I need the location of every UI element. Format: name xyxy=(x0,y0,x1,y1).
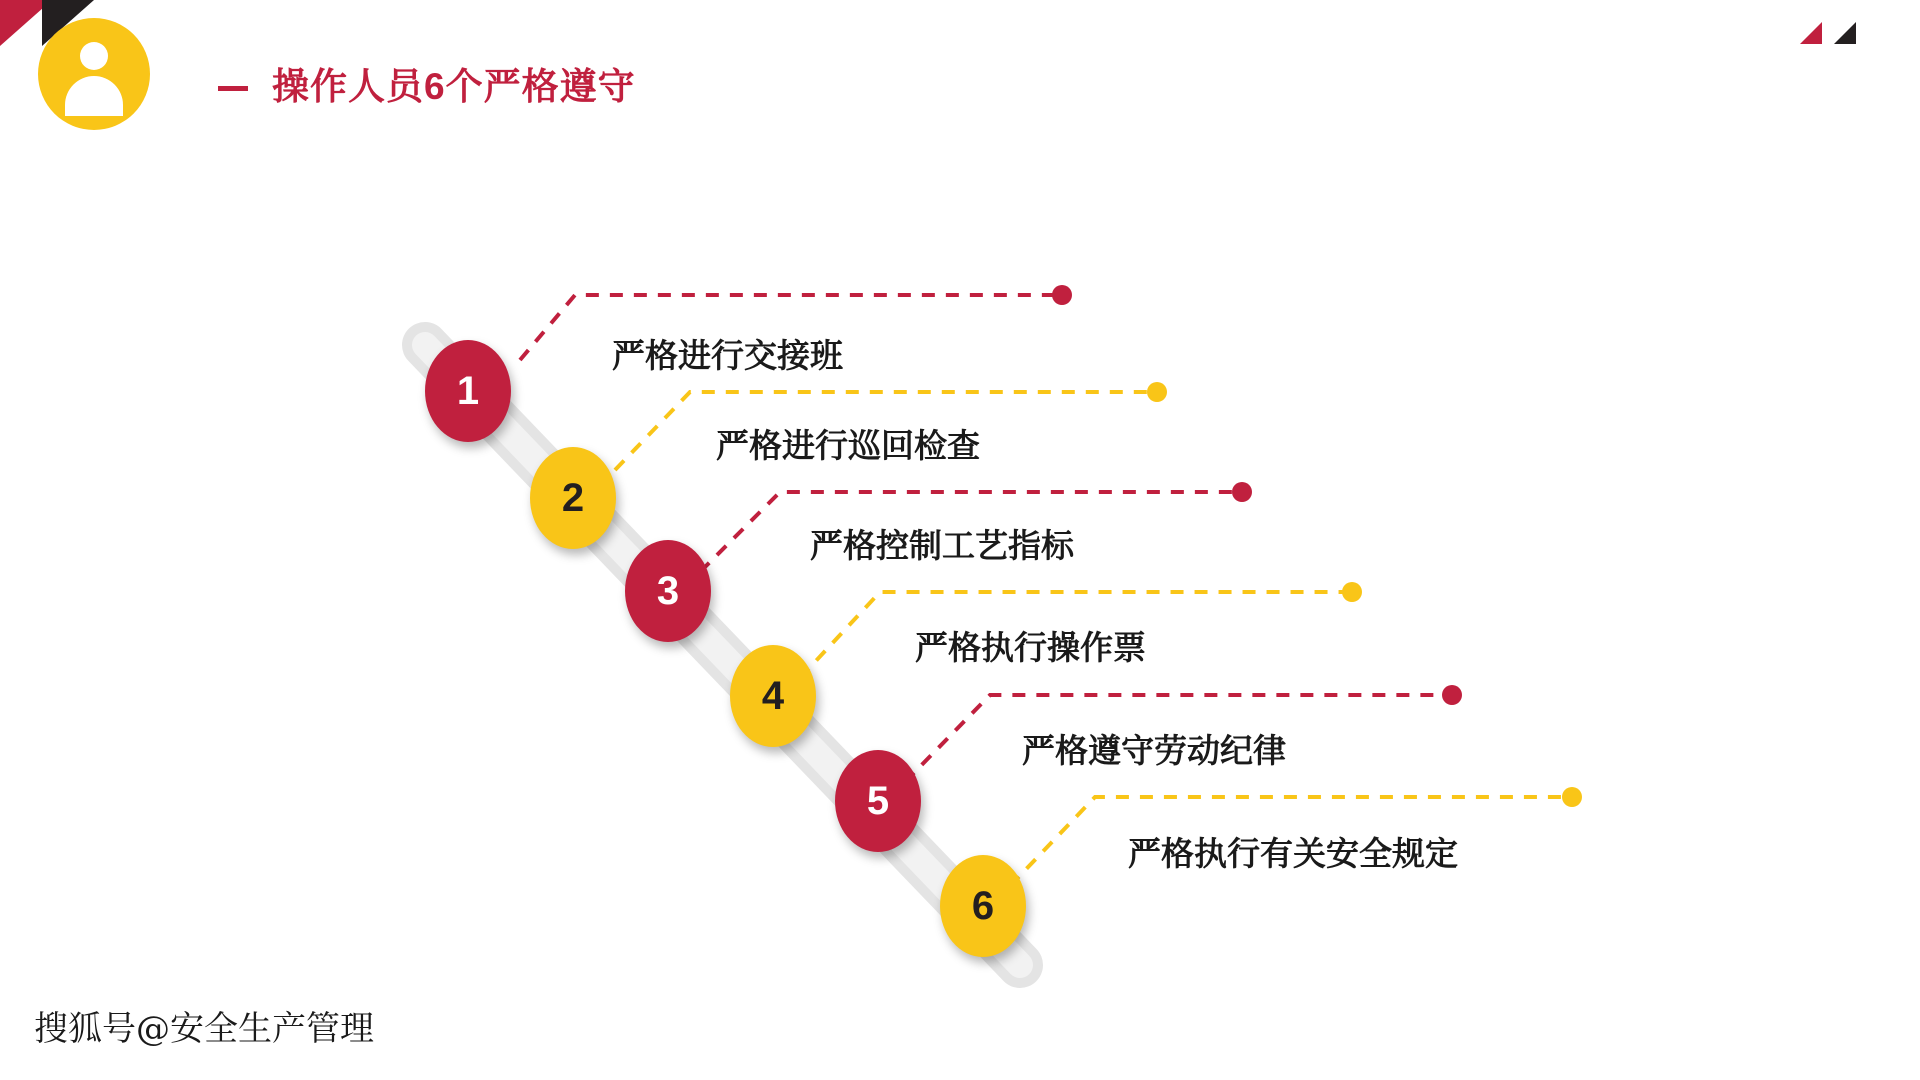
step-number-1: 1 xyxy=(456,368,480,413)
step-node-3[interactable] xyxy=(625,540,711,642)
step-node-2[interactable] xyxy=(530,447,616,549)
step-number-2: 2 xyxy=(561,475,585,520)
page-title: 操作人员6个严格遵守 xyxy=(272,66,636,107)
step-node-1[interactable] xyxy=(425,340,511,442)
step-number-5: 5 xyxy=(866,778,890,823)
step-node-5[interactable] xyxy=(835,750,921,852)
step-number-3: 3 xyxy=(656,568,680,613)
step-node-6[interactable] xyxy=(940,855,1026,957)
step-label-3: 严格控制工艺指标 xyxy=(810,527,1074,564)
step-label-4: 严格执行操作票 xyxy=(915,629,1146,666)
step-label-1: 严格进行交接班 xyxy=(612,337,843,374)
step-number-6: 6 xyxy=(971,883,995,928)
step-label-6: 严格执行有关安全规定 xyxy=(1128,835,1458,872)
step-node-4[interactable] xyxy=(730,645,816,747)
step-label-2: 严格进行巡回检查 xyxy=(716,427,980,464)
step-number-4: 4 xyxy=(761,673,785,718)
step-label-5: 严格遵守劳动纪律 xyxy=(1022,732,1286,769)
watermark: 搜狐号@安全生产管理 xyxy=(34,1009,374,1049)
